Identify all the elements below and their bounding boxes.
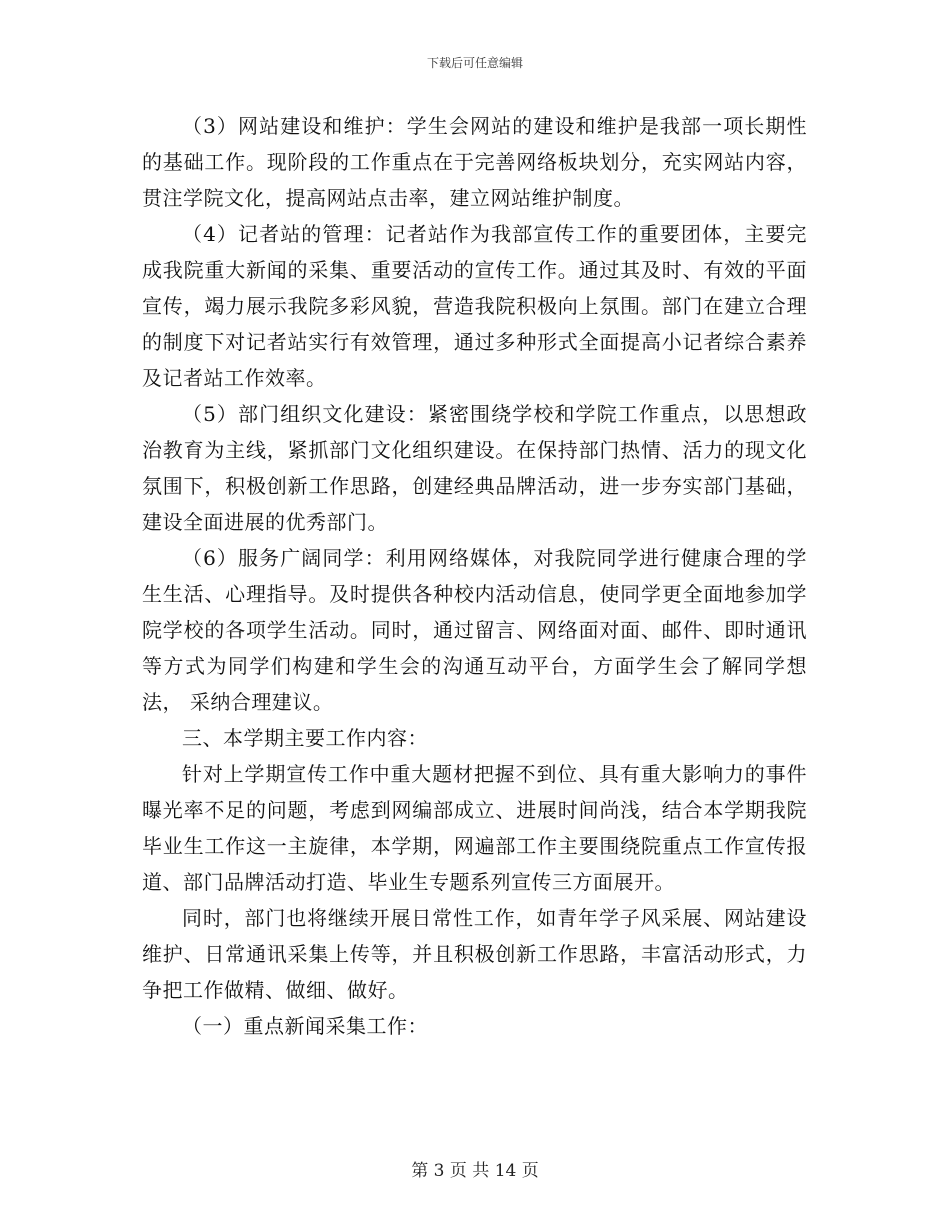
paragraph-website-maintenance: （3）网站建设和维护：学生会网站的建设和维护是我部一项长期性的基础工作。现阶段的工作重点在于完善网络板块划分，充实网站内容，贯注学院文化，提高网站点击率，建立网站维护制度。: [142, 114, 807, 210]
paragraph-department-culture: （5）部门组织文化建设：紧密围绕学校和学院工作重点，以思想政治教育为主线，紧抓部门文化组织建设。在保持部门热情、活力的现文化氛围下，积极创新工作思路，创建经典品牌活动，进一步夯实部门基础，建设全面进展的优秀部门。: [142, 402, 807, 534]
section-heading-main-work: 三、本学期主要工作内容：: [182, 726, 428, 750]
page-header: 下载后可任意编辑: [426, 56, 523, 70]
page-number-footer: 第 3 页 共 14 页: [411, 1161, 539, 1181]
subheading-key-news: （一）重点新闻采集工作：: [182, 1014, 428, 1038]
document-body: [142, 108, 807, 1044]
paragraph-semester-focus: 针对上学期宣传工作中重大题材把握不到位、具有重大影响力的事件曝光率不足的问题，考虑到网编部成立、进展时间尚浅，结合本学期我院毕业生工作这一主旋律，本学期，网遍部工作主要围绕院重点工作宣传报道、部门品牌活动打造、毕业生专题系列宣传三方面展开。: [142, 762, 807, 894]
paragraph-daily-work: 同时，部门也将继续开展日常性工作，如青年学子风采展、网站建设维护、日常通讯采集上传等，并且积极创新工作思路，丰富活动形式，力争把工作做精、做细、做好。: [142, 906, 807, 1002]
paragraph-reporter-station: （4）记者站的管理：记者站作为我部宣传工作的重要团体，主要完成我院重大新闻的采集、重要活动的宣传工作。通过其及时、有效的平面宣传，竭力展示我院多彩风貌，营造我院积极向上氛围。部门在建立合理的制度下对记者站实行有效管理，通过多种形式全面提高小记者综合素养及记者站工作效率。: [142, 222, 807, 390]
paragraph-serve-students: （6）服务广阔同学：利用网络媒体，对我院同学进行健康合理的学生生活、心理指导。及时提供各种校内活动信息，使同学更全面地参加学院学校的各项学生活动。同时，通过留言、网络面对面、邮件、即时通讯等方式为同学们构建和学生会的沟通互动平台，方面学生会了解同学想法， 采纳合理建议。: [142, 546, 807, 714]
